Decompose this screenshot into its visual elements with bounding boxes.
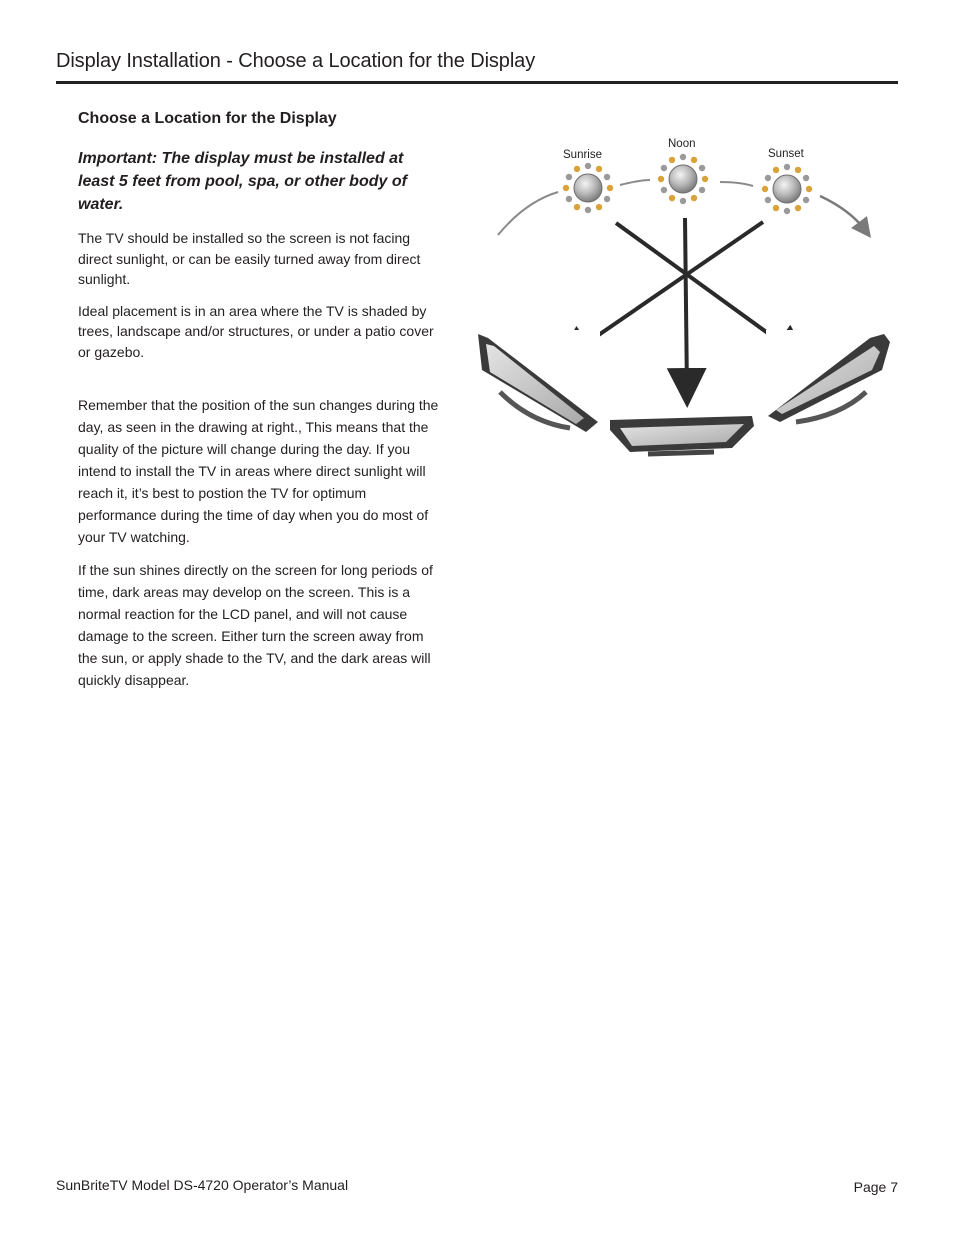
- sun-ray: [661, 165, 667, 171]
- footer-page-number: Page 7: [853, 1179, 898, 1195]
- noon-sun-icon: [658, 154, 708, 204]
- sun-ray: [585, 163, 591, 169]
- sun-ray: [702, 176, 708, 182]
- sun-ray: [773, 167, 779, 173]
- sun-ray: [773, 205, 779, 211]
- sun-ray: [680, 154, 686, 160]
- sun-ray: [762, 186, 768, 192]
- paragraph-sun-position: Remember that the position of the sun changes during the day, as seen in the drawing at right., This means that the quality of the picture will change during the day. If you intend to install the TV in areas where direct sunlight will reach it, it’s best to postion the TV for optimum performance during the time of day when you do most of your TV watching.: [78, 397, 439, 545]
- sun-ray: [566, 196, 572, 202]
- sun-ray: [607, 185, 613, 191]
- sun-ray: [765, 197, 771, 203]
- sun-ray: [596, 166, 602, 172]
- sun-ray: [699, 165, 705, 171]
- sun-ray: [806, 186, 812, 192]
- sun-ray: [803, 197, 809, 203]
- sun-ray: [795, 167, 801, 173]
- sun-body: [773, 175, 801, 203]
- tv-center: [600, 408, 765, 463]
- tv-right: [766, 330, 894, 430]
- sunset-label: Sunset: [768, 148, 804, 160]
- sun-ray: [680, 198, 686, 204]
- sun-path-arc-mid-1: [620, 180, 650, 185]
- paragraph-sunlight: The TV should be installed so the screen is not facing direct sunlight, or can be easily turned away from direct sunlight.: [78, 230, 421, 287]
- sun-ray: [574, 204, 580, 210]
- sun-position-diagram: [470, 130, 895, 465]
- header-rule: [56, 81, 898, 84]
- sun-ray: [691, 195, 697, 201]
- sun-ray: [658, 176, 664, 182]
- paragraph-dark-areas: If the sun shines directly on the screen for long periods of time, dark areas may develop on the screen. This is a normal reaction for the LCD panel, and will not cause damage to the screen. Either turn the screen away from the sun, or apply shade to the TV, and the dark areas will quickly disappear.: [78, 562, 433, 688]
- sun-ray: [566, 174, 572, 180]
- sun-path-arc-right: [820, 196, 865, 230]
- sun-ray: [596, 204, 602, 210]
- sun-ray: [669, 195, 675, 201]
- noon-ray-arrow: [685, 218, 687, 392]
- sun-ray: [784, 208, 790, 214]
- page-title: Display Installation - Choose a Location for the Display: [56, 50, 536, 72]
- noon-label: Noon: [668, 138, 696, 150]
- sun-ray: [765, 175, 771, 181]
- sun-ray: [803, 175, 809, 181]
- footer-manual-title: SunBriteTV Model DS-4720 Operator’s Manual: [56, 1177, 349, 1193]
- sun-ray: [784, 164, 790, 170]
- sun-body: [669, 165, 697, 193]
- sun-path-arc-mid-2: [720, 182, 753, 186]
- sunset-sun-icon: [762, 164, 812, 214]
- sun-ray: [604, 196, 610, 202]
- sun-body: [574, 174, 602, 202]
- sun-ray: [691, 157, 697, 163]
- sun-ray: [699, 187, 705, 193]
- sun-ray: [604, 174, 610, 180]
- section-title: Choose a Location for the Display: [78, 110, 337, 127]
- sunrise-sun-icon: [563, 163, 613, 213]
- sun-ray: [574, 166, 580, 172]
- main-content: [78, 110, 440, 702]
- important-notice: Important: The display must be installed at least 5 feet from pool, spa, or other body of water.: [78, 150, 407, 213]
- sun-ray: [669, 157, 675, 163]
- sun-ray: [585, 207, 591, 213]
- sun-ray: [661, 187, 667, 193]
- sun-ray: [795, 205, 801, 211]
- sunrise-label: Sunrise: [563, 149, 602, 161]
- paragraph-placement: Ideal placement is in an area where the TV is shaded by trees, landscape and/or structures, or under a patio cover or gazebo.: [78, 302, 434, 360]
- tv-left: [470, 330, 600, 432]
- sun-path-arc-left: [498, 192, 558, 235]
- sun-ray: [563, 185, 569, 191]
